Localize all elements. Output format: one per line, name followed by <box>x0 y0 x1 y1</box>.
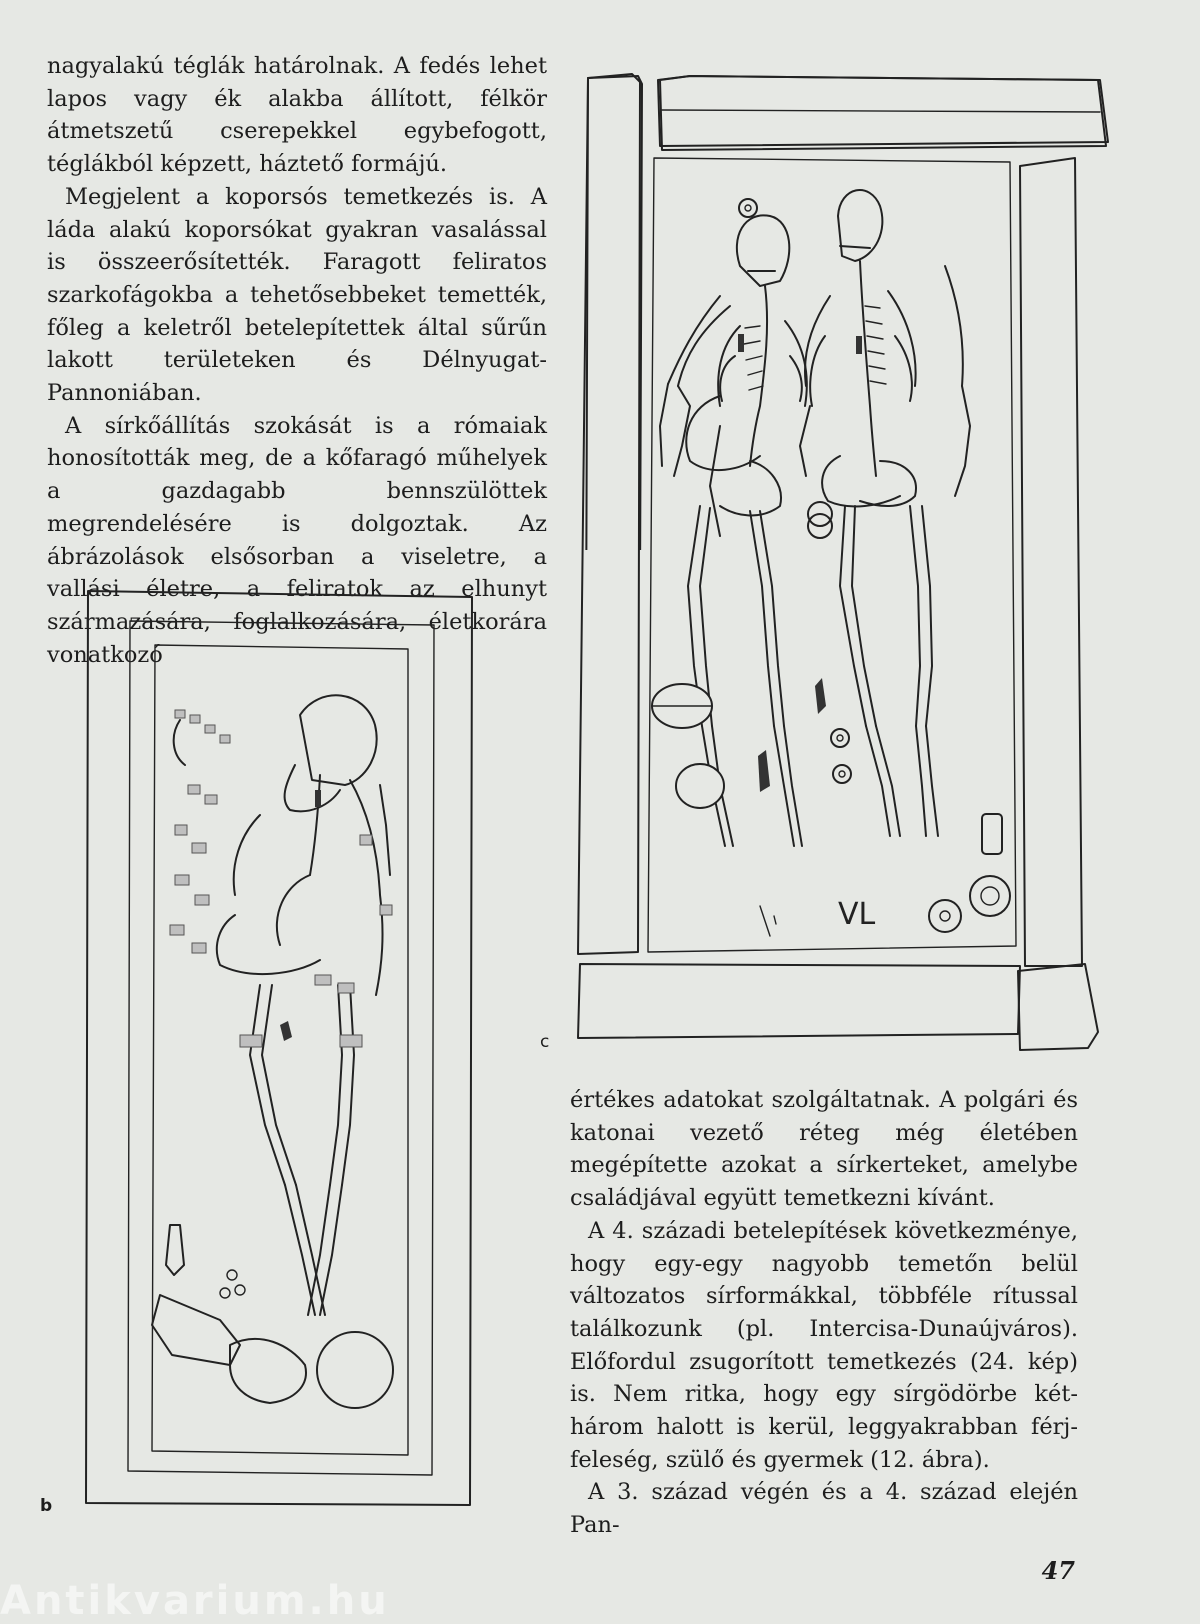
right-text-column <box>570 1084 1078 1542</box>
small-vessel-icon <box>166 1225 184 1275</box>
coin-icon <box>929 900 961 932</box>
right-paragraph-1: értékes adatokat szolgáltatnak. A polgári és katonai vezető réteg még életében megépítette azokat a sírkerteket, amelybe családjával együtt temetkezni kívánt. <box>570 1087 1078 1212</box>
bottle-icon <box>152 1295 240 1365</box>
jug-icon <box>676 764 724 808</box>
pot-icon <box>317 1332 393 1408</box>
skeleton-left <box>660 215 807 846</box>
left-text-column <box>47 50 547 671</box>
jug-icon <box>230 1339 306 1403</box>
coin-icon <box>831 729 849 747</box>
glass-icon <box>982 814 1002 854</box>
skeleton-single <box>174 695 390 1315</box>
figure-c-grave-outline <box>570 66 1110 1086</box>
figure-b-label: b <box>40 1496 53 1516</box>
right-paragraph-2: A 4. századi betelepítések következménye, hogy egy-egy nagyobb temetőn belül változatos sírformákkal, többféle rítussal találkozunk (pl. Intercisa-Dunaújváros). Előfordul zsugorított temetkezés (24. kép) is. Nem ritka, hogy egy sírgödörbe két-három halott is kerül, leggyakrabban férj-feleség, szülő és gyermek (12. ábra). <box>570 1217 1078 1473</box>
skeleton-right <box>800 190 970 836</box>
left-paragraph-3: A sírkőállítás szokását is a rómaiak honosították meg, de a kőfaragó műhelyek a gazdagabb bennszülöttek megrendelésére is dolgoztak. Az ábrázolások elsősorban a viseletre, a vallási életre, a feliratok az elhunyt származására, foglalkozására, életkorára vonatkozó <box>47 412 547 668</box>
right-paragraph-3: A 3. század végén és a 4. század elején Pan- <box>570 1479 1078 1539</box>
figure-c-inscription: VL <box>838 897 876 932</box>
coin-icon <box>833 765 851 783</box>
figure-b-grave-drawing <box>80 585 480 1515</box>
left-paragraph-1: nagyalakú téglák határolnak. A fedés lehet lapos vagy ék alakba állított, félkör átmetszetű cserepekkel egybefogott, téglákból képzett, háztető formájú. <box>47 53 547 178</box>
page-number: 47 <box>1041 1556 1075 1585</box>
vessel-icon <box>970 876 1010 916</box>
left-paragraph-2: Megjelent a koporsós temetkezés is. A láda alakú koporsókat gyakran vasalással is összeerősítették. Faragott feliratos szarkofágokba a tehetősebbeket temették, főleg a keletről betelepítettek által sűrűn lakott területeken és Délnyugat-Pannoniában. <box>47 183 547 407</box>
watermark: Antikvarium.hu <box>0 1578 390 1624</box>
figure-c-label: c <box>540 1032 550 1052</box>
